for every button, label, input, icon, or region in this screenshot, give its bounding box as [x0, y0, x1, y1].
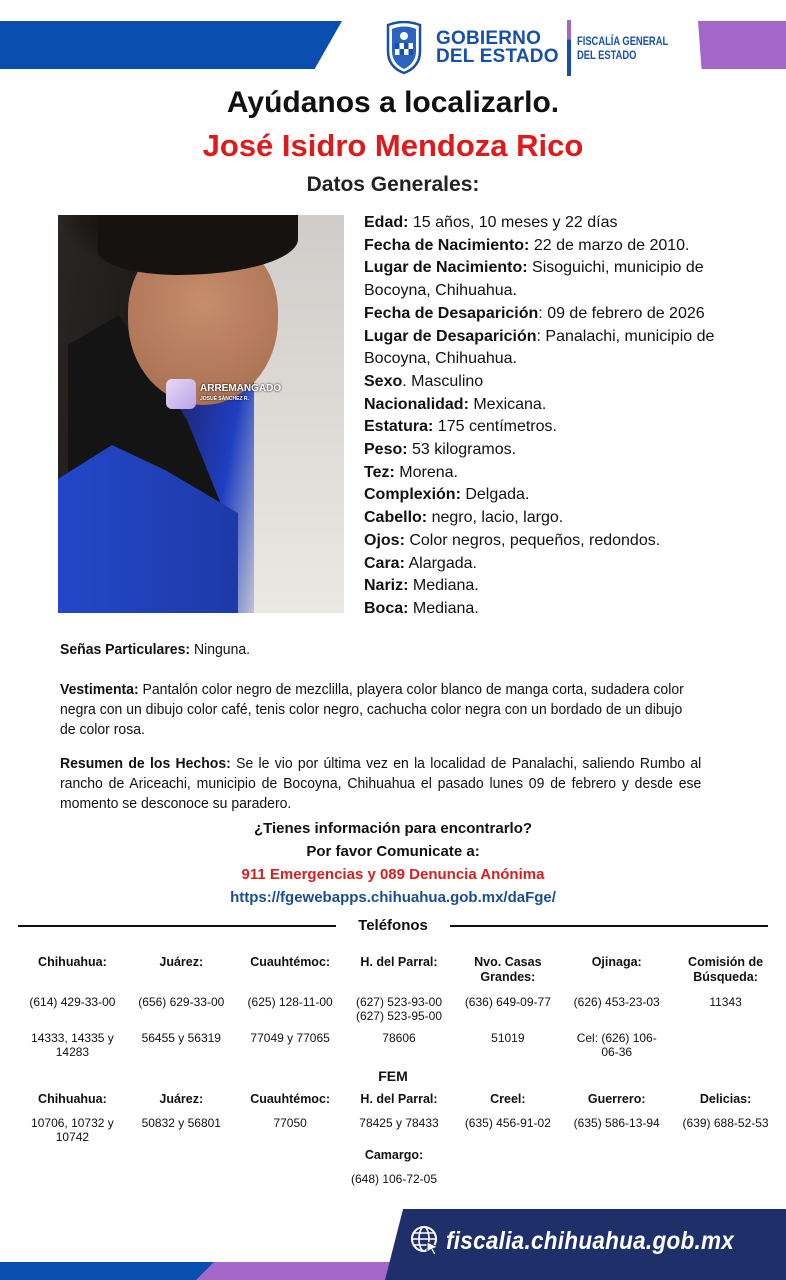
- phone-number: (614) 429-33-00: [29, 995, 116, 1009]
- city-header: Creel:: [490, 1092, 526, 1106]
- phone-extension: Cel: (626) 106-06-36: [576, 1031, 657, 1059]
- detail-row-edad: Edad: 15 años, 10 meses y 22 días: [364, 214, 618, 231]
- photo-watermark: [166, 379, 281, 409]
- emergency-numbers: 911 Emergencias y 089 Denuncia Anónima: [241, 866, 545, 883]
- agency-line2: DEL ESTADO: [576, 48, 637, 62]
- fem-phone: 50832 y 56801: [141, 1116, 221, 1130]
- detail-row-boca: Boca: Mediana.: [364, 599, 479, 617]
- city-header: Juárez:: [159, 1092, 204, 1106]
- camargo-phone: (648) 106-72-05: [350, 1172, 438, 1186]
- resumen-hechos: Resumen de los Hechos: Se le vio por última vez en la localidad de Panalachi, saliendo Rumbo al rancho de Ariceachi, municipio de Bocoyna, Chihuahua el pasado lunes 09 de febrero y desde ese momento se desconoce su paradero.: [60, 756, 702, 812]
- fem-phone: 78425 y 78433: [359, 1116, 439, 1130]
- footer-blue-bar: [0, 1262, 214, 1280]
- missing-person-photo: [58, 215, 344, 613]
- camargo-header: Camargo:: [364, 1148, 424, 1162]
- fem-header-row: [18, 1092, 780, 1107]
- section-heading: Datos Generales:: [306, 173, 480, 196]
- senas-particulares: Señas Particulares: Ninguna.: [60, 642, 251, 658]
- city-header: H. del Parral:: [360, 1092, 438, 1106]
- city-header: Juárez:: [159, 955, 204, 969]
- general-data-list: [364, 212, 744, 621]
- detail-row-lugar-desaparicion: Lugar de Desaparición: Panalachi, municipio de Bocoyna, Chihuahua.: [364, 327, 715, 368]
- fem-phone: (639) 688-52-53: [682, 1116, 769, 1130]
- phone-extension: 56455 y 56319: [141, 1031, 221, 1045]
- globe-cursor-icon: [410, 1225, 440, 1257]
- detail-row-tez: Tez: Morena.: [364, 463, 458, 481]
- phone-number: (636) 649-09-77: [464, 995, 551, 1009]
- gobierno-wordmark: [436, 30, 559, 66]
- telefonos-heading: [18, 917, 768, 934]
- detail-row-ojos: Ojos: Color negros, pequeños, redondos.: [364, 531, 661, 549]
- footer-website-link[interactable]: [410, 1225, 766, 1257]
- city-header: Delicias:: [699, 1092, 752, 1106]
- watermark-subtitle: JOSUÉ SÁNCHEZ R.: [200, 396, 249, 402]
- city-header: Cuauhtémoc:: [250, 955, 331, 969]
- detail-row-lugar-nacimiento: Lugar de Nacimiento: Sisoguichi, municipio de Bocoyna, Chihuahua.: [364, 259, 704, 300]
- fem-value-row: [18, 1116, 780, 1144]
- phone-number: (626) 453-23-03: [573, 995, 660, 1009]
- city-header: Chihuahua:: [38, 1092, 107, 1106]
- fem-title: FEM: [378, 1068, 408, 1084]
- detail-row-peso: Peso: 53 kilogramos.: [364, 441, 517, 459]
- city-header: Cuauhtémoc:: [250, 1092, 331, 1106]
- photo-hoodie: [58, 445, 238, 613]
- fem-phone: (635) 586-13-94: [573, 1116, 660, 1130]
- phone-extension: 51019: [491, 1031, 525, 1045]
- detail-row-estatura: Estatura: 175 centímetros.: [364, 418, 557, 436]
- divider-line: [18, 925, 336, 927]
- watermark-logo-icon: [166, 379, 196, 409]
- phone-number: (656) 629-33-00: [138, 995, 225, 1009]
- header-blue-bar: [0, 21, 342, 69]
- detail-row-cabello: Cabello: negro, lacio, largo.: [364, 509, 564, 527]
- watermark-title: ARREMANGADO: [200, 383, 282, 394]
- agency-line1: FISCALÍA GENERAL: [576, 34, 668, 48]
- phone-extension: [671, 1031, 780, 1059]
- detail-row-fecha-desaparicion: Fecha de Desaparición: 09 de febrero de 2026: [364, 304, 705, 322]
- city-header: Ojinaga:: [591, 955, 642, 969]
- city-header: Nvo. Casas Grandes:: [474, 955, 542, 984]
- city-header: H. del Parral:: [360, 955, 438, 969]
- phone-number: (625) 128-11-00: [247, 995, 333, 1009]
- city-header: Guerrero:: [587, 1092, 646, 1106]
- telefonos-title: Teléfonos: [358, 917, 428, 934]
- government-logo: [384, 20, 694, 76]
- phone-extension: 14333, 14335 y 14283: [31, 1031, 114, 1059]
- fiscalia-wordmark: [577, 34, 668, 62]
- detail-row-sexo: Sexo. Masculino: [364, 372, 484, 390]
- vestimenta: Vestimenta: Pantalón color negro de mezclilla, playera color blanco de manga corta, sudadera color negra con un dibujo color café, tenis color negro, cachucha color negra con un bordado de un dibujo de color rosa.: [60, 682, 684, 738]
- contact-please: Por favor Comunicate a:: [306, 843, 480, 860]
- gov-line1: GOBIERNO: [436, 28, 542, 49]
- poster-title: Ayúdanos a localizarlo.: [226, 86, 560, 119]
- fem-phone: (635) 456-91-02: [464, 1116, 551, 1130]
- state-crest-icon: [384, 21, 424, 75]
- phone-extension: 78606: [382, 1031, 416, 1045]
- phone-number: (627) 523-93-00 (627) 523-95-00: [355, 995, 443, 1023]
- detail-row-nacionalidad: Nacionalidad: Mexicana.: [364, 395, 547, 413]
- phones-extension-row: [18, 1031, 780, 1059]
- detail-row-nariz: Nariz: Mediana.: [364, 577, 479, 595]
- detail-row-cara: Cara: Alargada.: [364, 554, 477, 572]
- phones-number-row: [18, 995, 780, 1023]
- missing-person-name: José Isidro Mendoza Rico: [202, 128, 584, 163]
- detail-row-complexion: Complexión: Delgada.: [364, 486, 530, 504]
- report-url-link[interactable]: https://fgewebapps.chihuahua.gob.mx/daFge/: [230, 889, 556, 906]
- footer-website-text[interactable]: fiscalia.chihuahua.gob.mx: [446, 1226, 735, 1255]
- city-header: Comisión de Búsqueda:: [688, 955, 764, 984]
- phone-number: 11343: [709, 995, 742, 1009]
- phones-header-row: [18, 955, 780, 985]
- divider-line: [450, 925, 768, 927]
- detail-row-fecha-nacimiento: Fecha de Nacimiento: 22 de marzo de 2010.: [364, 236, 690, 254]
- logo-divider: [567, 20, 571, 76]
- phone-extension: 77049 y 77065: [250, 1031, 330, 1045]
- fem-phone: 77050: [273, 1116, 307, 1130]
- city-header: Chihuahua:: [38, 955, 107, 969]
- header-purple-bar: [698, 21, 786, 69]
- footer-purple-bar: [196, 1262, 396, 1280]
- fem-phone: 10706, 10732 y 10742: [31, 1116, 114, 1144]
- gov-line2: DEL ESTADO: [436, 46, 559, 67]
- contact-question: ¿Tienes información para encontrarlo?: [253, 820, 533, 837]
